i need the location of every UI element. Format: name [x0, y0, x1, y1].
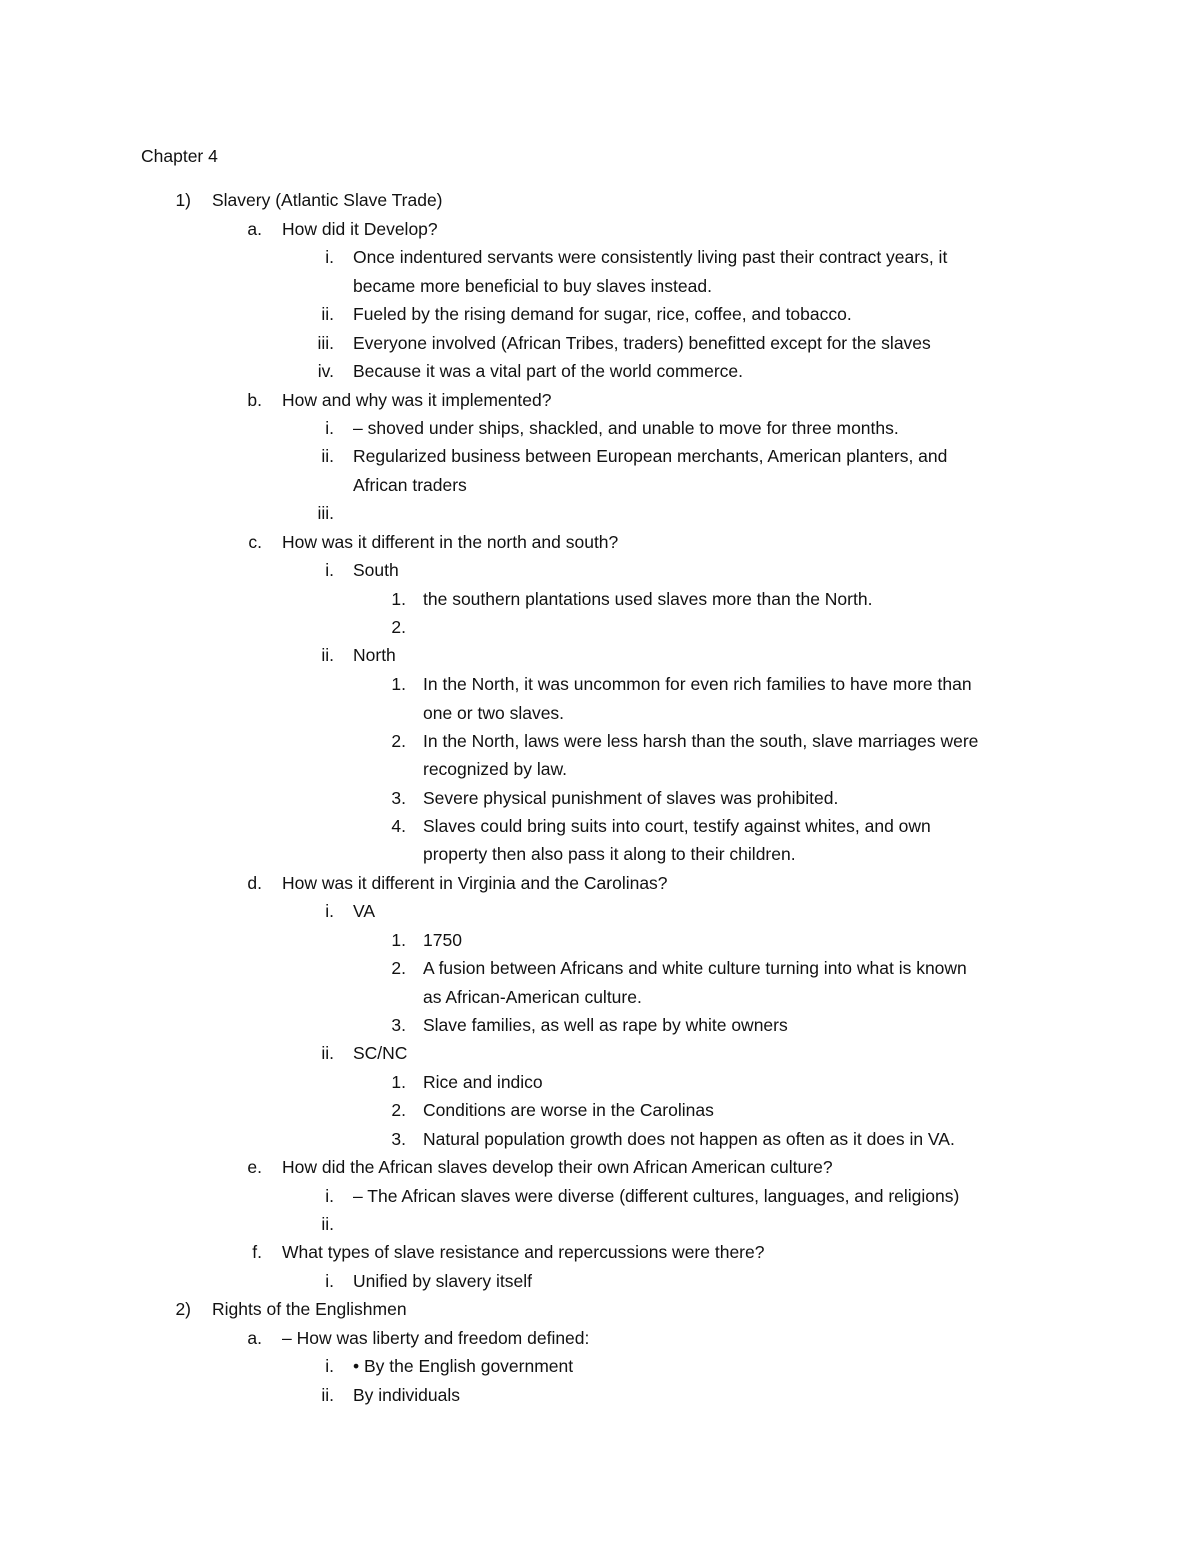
list-marker: e.	[247, 1157, 262, 1177]
item-text: How and why was it implemented?	[282, 390, 552, 410]
list-marker: 1.	[391, 589, 406, 609]
list-marker: ii.	[321, 304, 334, 324]
item-text: Because it was a vital part of the world commerce.	[353, 361, 744, 381]
item-text: How did the African slaves develop their own African American culture?	[282, 1157, 833, 1177]
list-marker: 2.	[391, 1100, 406, 1120]
item-text: SC/NC	[353, 1043, 408, 1063]
list-marker: 1.	[391, 674, 406, 694]
item-text: Once indentured servants were consistently living past their contract years, it	[353, 247, 948, 267]
list-marker: ii.	[321, 1385, 334, 1405]
list-marker: i.	[325, 247, 334, 267]
item-text: – The African slaves were diverse (different cultures, languages, and religions)	[353, 1186, 960, 1206]
item-text-continued: African traders	[353, 475, 467, 495]
list-marker: b.	[247, 390, 262, 410]
list-marker: i.	[325, 1356, 334, 1376]
list-marker: 2.	[391, 617, 406, 637]
list-marker: 2.	[391, 958, 406, 978]
item-text: A fusion between Africans and white culture turning into what is known	[423, 958, 967, 978]
item-text: Regularized business between European merchants, American planters, and	[353, 446, 948, 466]
item-text: North	[353, 645, 396, 665]
item-text: VA	[353, 901, 376, 921]
list-marker: iii.	[317, 333, 334, 353]
item-text-continued: as African-American culture.	[423, 987, 642, 1007]
list-marker: i.	[325, 901, 334, 921]
item-text: • By the English government	[353, 1356, 574, 1376]
list-marker: 1.	[391, 1072, 406, 1092]
list-marker: f.	[252, 1242, 262, 1262]
item-text-continued: one or two slaves.	[423, 703, 565, 723]
item-text: Slavery (Atlantic Slave Trade)	[212, 190, 443, 210]
item-text: Fueled by the rising demand for sugar, rice, coffee, and tobacco.	[353, 304, 852, 324]
item-text: How was it different in Virginia and the Carolinas?	[282, 873, 668, 893]
item-text: What types of slave resistance and repercussions were there?	[282, 1242, 765, 1262]
list-marker: 4.	[391, 816, 406, 836]
list-marker: c.	[248, 532, 262, 552]
item-text: In the North, laws were less harsh than the south, slave marriages were	[423, 731, 979, 751]
list-marker: i.	[325, 1271, 334, 1291]
item-text: the southern plantations used slaves more than the North.	[423, 589, 873, 609]
list-marker: 3.	[391, 1129, 406, 1149]
list-marker: i.	[325, 418, 334, 438]
list-marker: ii.	[321, 1214, 334, 1234]
list-marker: a.	[247, 219, 262, 239]
item-text-continued: property then also pass it along to their children.	[423, 844, 796, 864]
item-text-continued: became more beneficial to buy slaves instead.	[353, 276, 712, 296]
list-marker: ii.	[321, 446, 334, 466]
list-marker: ii.	[321, 1043, 334, 1063]
list-marker: ii.	[321, 645, 334, 665]
item-text: 1750	[423, 930, 462, 950]
item-text: Natural population growth does not happen as often as it does in VA.	[423, 1129, 955, 1149]
item-text: How did it Develop?	[282, 219, 438, 239]
item-text: Rights of the Englishmen	[212, 1299, 407, 1319]
list-marker: 1)	[175, 190, 191, 210]
item-text: – shoved under ships, shackled, and unable to move for three months.	[353, 418, 899, 438]
list-marker: iii.	[317, 503, 334, 523]
item-text: Slave families, as well as rape by white owners	[423, 1015, 788, 1035]
item-text: South	[353, 560, 399, 580]
list-marker: i.	[325, 1186, 334, 1206]
item-text: Severe physical punishment of slaves was prohibited.	[423, 788, 839, 808]
page-title: Chapter 4	[141, 146, 218, 166]
list-marker: a.	[247, 1328, 262, 1348]
item-text: – How was liberty and freedom defined:	[282, 1328, 590, 1348]
item-text: How was it different in the north and south?	[282, 532, 619, 552]
item-text-continued: recognized by law.	[423, 759, 567, 779]
item-text: Slaves could bring suits into court, testify against whites, and own	[423, 816, 931, 836]
item-text: In the North, it was uncommon for even rich families to have more than	[423, 674, 972, 694]
list-marker: 2.	[391, 731, 406, 751]
list-marker: 3.	[391, 1015, 406, 1035]
list-marker: 3.	[391, 788, 406, 808]
item-text: Rice and indico	[423, 1072, 543, 1092]
item-text: Everyone involved (African Tribes, traders) benefitted except for the slaves	[353, 333, 931, 353]
list-marker: 2)	[175, 1299, 191, 1319]
item-text: By individuals	[353, 1385, 460, 1405]
list-marker: iv.	[317, 361, 334, 381]
item-text: Unified by slavery itself	[353, 1271, 532, 1291]
item-text: Conditions are worse in the Carolinas	[423, 1100, 714, 1120]
list-marker: 1.	[391, 930, 406, 950]
list-marker: d.	[247, 873, 262, 893]
list-marker: i.	[325, 560, 334, 580]
